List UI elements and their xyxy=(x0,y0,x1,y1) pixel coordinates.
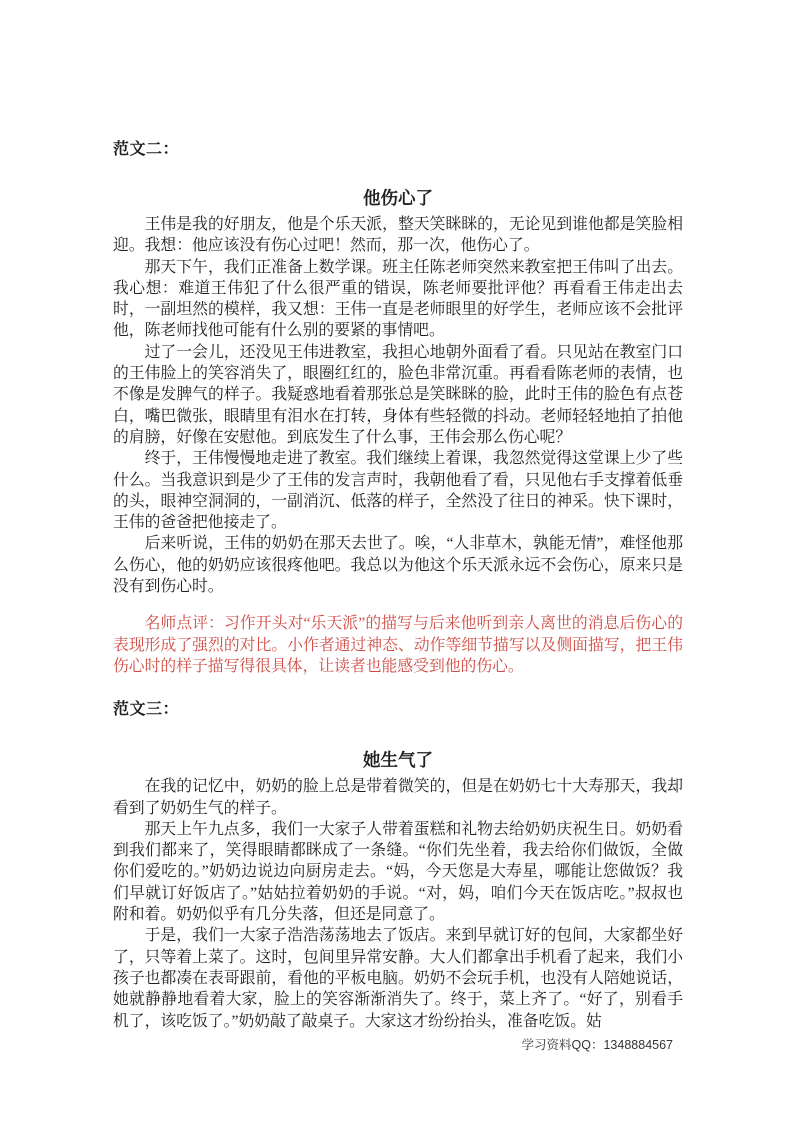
essay2-paragraph-2: 那天下午，我们正准备上数学课。班主任陈老师突然来教室把王伟叫了出去。我心想：难道王伟犯了什么很严重的错误，陈老师要批评他？再看看王伟走出去时，一副坦然的模样，我又想：王伟一直是老师眼里的好学生，老师应该不会批评他，陈老师找他可能有什么别的要紧的事情吧。 xyxy=(113,258,683,340)
essay2-paragraph-1: 王伟是我的好朋友，他是个乐天派，整天笑眯眯的，无论见到谁他都是笑脸相迎。我想：他应该没有伤心过吧！然而，那一次，他伤心了。 xyxy=(113,216,683,255)
essay3-paragraph-1: 在我的记忆中，奶奶的脸上总是带着微笑的，但是在奶奶七十大寿那天，我却看到了奶奶生气的样子。 xyxy=(113,778,683,817)
essay-title-2: 他伤心了 xyxy=(363,188,433,208)
essay2-paragraph-3: 过了一会儿，还没见王伟进教室，我担心地朝外面看了看。只见站在教室门口的王伟脸上的笑容消失了，眼圈红红的，脸色非常沉重。再看看陈老师的表情，也不像是发脾气的样子。我疑惑地看着那张总是笑眯眯的脸，此时王伟的脸色有点苍白，嘴巴微张，眼睛里有泪水在打转，身体有些轻微的抖动。老师轻轻地拍了拍他的肩膀，好像在安慰他。到底发生了什么事，王伟会那么伤心呢？ xyxy=(113,343,683,446)
essay-section-3 xyxy=(113,699,683,1032)
page-content xyxy=(113,139,683,1032)
footer-watermark: 学习资料QQ：1348884567 xyxy=(521,1038,673,1052)
essay-section-2 xyxy=(113,139,683,677)
essay-title-3: 她生气了 xyxy=(363,750,433,771)
page-footer xyxy=(522,1037,673,1053)
section-label-2: 范文二： xyxy=(113,141,180,158)
essay2-paragraph-5: 后来听说，王伟的奶奶在那天去世了。唉，“人非草木，孰能无情”，难怪他那么伤心，他的奶奶应该很疼他吧。我总以为他这个乐天派永远不会伤心，原来只是没有到伤心时。 xyxy=(113,535,683,596)
section-label-3: 范文三： xyxy=(113,701,180,719)
essay3-paragraph-3: 于是，我们一大家子浩浩荡荡地去了饭店。来到早就订好的包间，大家都坐好了，只等着上菜了。这时，包间里异常安静。大人们都拿出手机看了起来，我们小孩子也都凑在表哥跟前，看他的平板电脑。奶奶不会玩手机，也没有人陪她说话，她就静静地看着大家，脸上的笑容渐渐消失了。终于，菜上齐了。“好了，别看手机了，该吃饭了。”奶奶敲了敲桌子。大家这才纷纷抬头，准备吃饭。姑 xyxy=(113,927,683,1030)
teacher-comment: 名师点评：习作开头对“乐天派”的描写与后来他听到亲人离世的消息后伤心的表现形成了强烈的对比。小作者通过神态、动作等细节描写以及侧面描写，把王伟伤心时的样子描写得很具体，让读者也能感受到他的伤心。 xyxy=(113,615,683,675)
essay2-paragraph-4: 终于，王伟慢慢地走进了教室。我们继续上着课，我忽然觉得这堂课上少了些什么。当我意识到是少了王伟的发言声时，我朝他看了看，只见他右手支撑着低垂的头，眼神空洞洞的，一副消沉、低落的样子，全然没了往日的神采。快下课时，王伟的爸爸把他接走了。 xyxy=(113,450,683,532)
essay3-paragraph-2: 那天上午九点多，我们一大家子人带着蛋糕和礼物去给奶奶庆祝生日。奶奶看到我们都来了，笑得眼睛都眯成了一条缝。“你们先坐着，我去给你们做饭，全做你们爱吃的。”奶奶边说边向厨房走去。“妈，今天您是大寿星，哪能让您做饭？我们早就订好饭店了。”姑姑拉着奶奶的手说。“对，妈，咱们今天在饭店吃。”叔叔也附和着。奶奶似乎有几分失落，但还是同意了。 xyxy=(113,820,683,924)
